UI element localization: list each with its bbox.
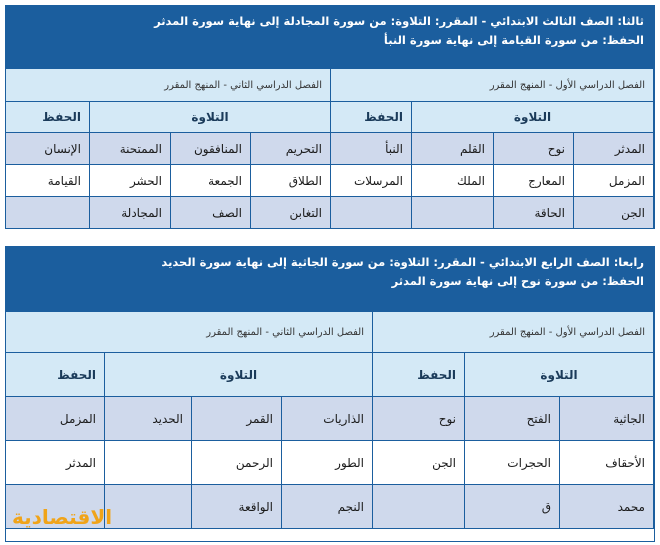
surah-cell: المعارج	[494, 165, 574, 197]
table-row	[5, 133, 653, 165]
table-row	[5, 197, 653, 229]
grade3-term1-label: الفصل الدراسي الأول - المنهج المقرر	[331, 69, 654, 102]
surah-cell: النبأ	[331, 133, 412, 165]
surah-cell: الأحقاف	[560, 441, 654, 485]
surah-cell: ق	[465, 485, 560, 529]
grade3-title-line2: الحفظ: من سورة القيامة إلى نهاية سورة النبأ	[383, 33, 644, 47]
surah-cell: المدثر	[5, 441, 104, 485]
grade4-term2-tilawa-header: التلاوة	[105, 353, 373, 397]
surah-cell: المنافقون	[171, 133, 251, 165]
table-row	[5, 165, 653, 197]
surah-cell: الملك	[412, 165, 494, 197]
grade4-table	[5, 311, 654, 529]
grade3-term2-label: الفصل الدراسي الثاني - المنهج المقرر	[5, 69, 330, 102]
surah-cell: الذاريات	[282, 397, 373, 441]
grade3-term1-tilawa-header: التلاوة	[412, 102, 654, 133]
surah-cell: المدثر	[574, 133, 654, 165]
surah-cell	[5, 197, 89, 229]
grade3-title-line1: ثالثا: الصف الثالث الابتدائي - المقرر: التلاوة: من سورة المجادلة إلى نهاية سورة المدثر	[154, 14, 644, 28]
surah-cell: القلم	[412, 133, 494, 165]
surah-cell: الحاقة	[494, 197, 574, 229]
table-row	[5, 397, 653, 441]
surah-cell: الواقعة	[192, 485, 282, 529]
grade4-table-block	[5, 246, 655, 542]
surah-cell: محمد	[560, 485, 654, 529]
surah-cell: المزمل	[574, 165, 654, 197]
surah-cell: الجن	[373, 441, 465, 485]
surah-cell	[105, 441, 192, 485]
surah-cell: التحريم	[251, 133, 331, 165]
grade3-term2-hifz-header: الحفظ	[5, 102, 89, 133]
surah-cell: الإنسان	[5, 133, 89, 165]
surah-cell: الحجرات	[465, 441, 560, 485]
surah-cell	[105, 485, 192, 529]
surah-cell: نوح	[373, 397, 465, 441]
surah-cell: المجادلة	[90, 197, 171, 229]
surah-cell: الفتح	[465, 397, 560, 441]
surah-cell: المرسلات	[331, 165, 412, 197]
surah-cell: الطور	[282, 441, 373, 485]
grade3-term1-hifz-header: الحفظ	[331, 102, 412, 133]
grade4-title-line1: رابعا: الصف الرابع الابتدائي - المقرر: التلاوة: من سورة الجاثية إلى نهاية سورة الحديد	[161, 255, 644, 269]
surah-cell: الحديد	[105, 397, 192, 441]
grade4-term2-label: الفصل الدراسي الثاني - المنهج المقرر	[5, 312, 372, 353]
surah-cell: نوح	[494, 133, 574, 165]
surah-cell: الجاثية	[560, 397, 654, 441]
grade4-term1-hifz-header: الحفظ	[373, 353, 465, 397]
surah-cell: الحشر	[90, 165, 171, 197]
grade4-title-line2: الحفظ: من سورة نوح إلى نهاية سورة المدثر	[391, 274, 644, 288]
grade4-term2-hifz-header: الحفظ	[5, 353, 104, 397]
table-row	[5, 441, 653, 485]
surah-cell	[331, 197, 412, 229]
grade4-header	[6, 247, 654, 311]
grade4-term1-tilawa-header: التلاوة	[465, 353, 654, 397]
surah-cell: الجن	[574, 197, 654, 229]
grade3-term2-tilawa-header: التلاوة	[90, 102, 331, 133]
grade3-table-block	[5, 5, 655, 229]
surah-cell: النجم	[282, 485, 373, 529]
surah-cell: الطلاق	[251, 165, 331, 197]
surah-cell: الصف	[171, 197, 251, 229]
surah-cell: القمر	[192, 397, 282, 441]
surah-cell	[373, 485, 465, 529]
publisher-watermark: الاقتصادية	[12, 505, 113, 529]
grade3-table	[5, 68, 654, 229]
surah-cell: الممتحنة	[90, 133, 171, 165]
surah-cell: المزمل	[5, 397, 104, 441]
surah-cell	[412, 197, 494, 229]
grade4-term1-label: الفصل الدراسي الأول - المنهج المقرر	[373, 312, 654, 353]
grade3-header	[6, 6, 654, 68]
surah-cell: الجمعة	[171, 165, 251, 197]
surah-cell: التغابن	[251, 197, 331, 229]
surah-cell: الرحمن	[192, 441, 282, 485]
surah-cell: القيامة	[5, 165, 89, 197]
